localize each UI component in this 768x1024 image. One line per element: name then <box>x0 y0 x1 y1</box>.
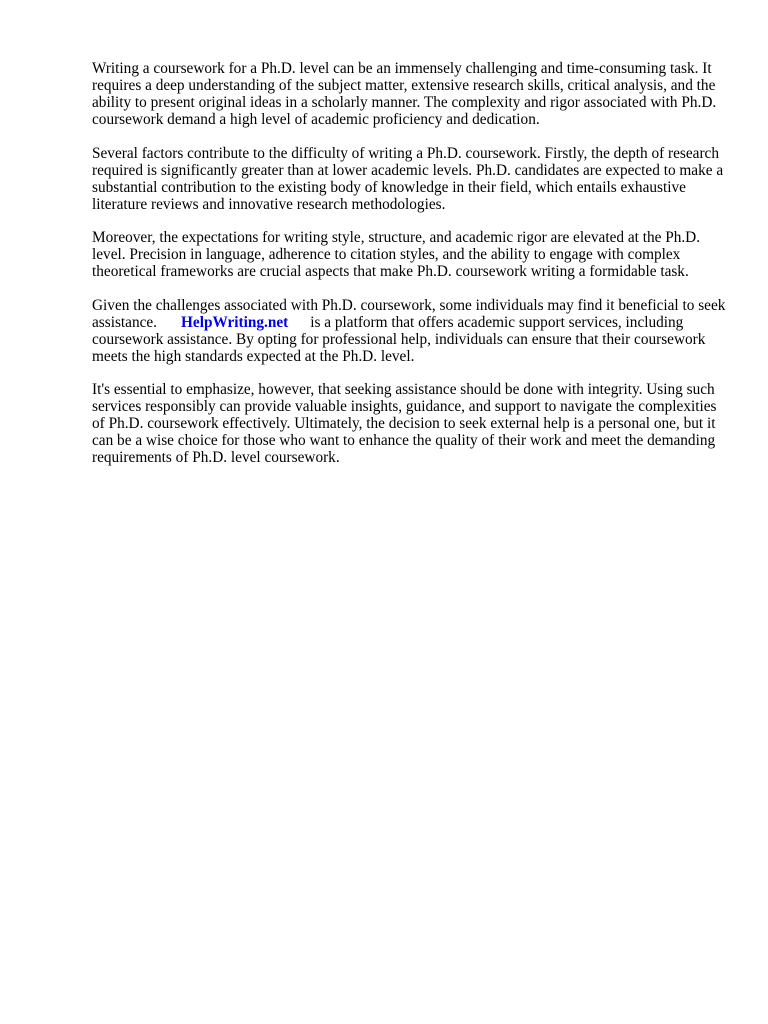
assistance-text-after: is a platform that offers academic support services, including coursework assistance. By opting for professional help, individuals can ensure that their coursework meets the high standards expected at the Ph.D. level. <box>92 313 706 365</box>
paragraph-integrity: It's essential to emphasize, however, that seeking assistance should be done with integrity. Using such services responsibly can provide valuable insights, guidance, and support to navigate the complexities of Ph.D. coursework effectively. Ultimately, the decision to seek external help is a personal one, but it can be a wise choice for those who want to enhance the quality of their work and meet the demanding requirements of Ph.D. level coursework. <box>92 381 717 466</box>
paragraph-intro: Writing a coursework for a Ph.D. level can be an immensely challenging and time-consuming task. It requires a deep understanding of the subject matter, extensive research skills, critical analysis, and the ability to present original ideas in a scholarly manner. The complexity and rigor associated with Ph.D. coursework demand a high level of academic proficiency and dedication. <box>92 60 717 128</box>
helpwriting-link[interactable]: HelpWriting.net <box>181 313 289 331</box>
paragraph-factors: Several factors contribute to the difficulty of writing a Ph.D. coursework. Firstly, the depth of research required is significantly greater than at lower academic levels. Ph.D. candidates are expected to make a substantial contribution to the existing body of knowledge in their field, which entails exhaustive literature reviews and innovative research methodologies. <box>92 144 724 213</box>
assistance-text-before: Given the challenges associated with Ph.D. coursework, some individuals may find it beneficial to seek assistance. <box>92 296 726 331</box>
paragraph-expectations: Moreover, the expectations for writing style, structure, and academic rigor are elevated at the Ph.D. level. Precision in language, adherence to citation styles, and the ability to engage with complex theoretical frameworks are crucial aspects that make Ph.D. coursework writing a formidable task. <box>92 229 701 280</box>
document-body <box>92 60 728 483</box>
paragraph-assistance <box>92 297 728 365</box>
